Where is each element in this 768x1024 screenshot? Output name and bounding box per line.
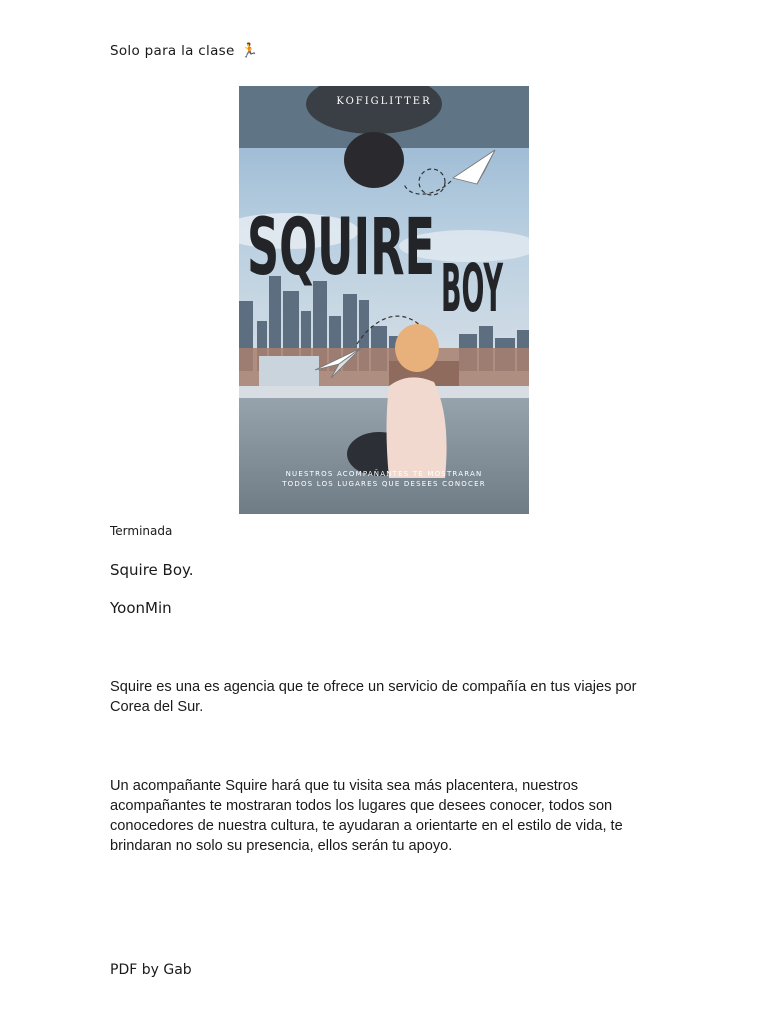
- header-text: Solo para la clase: [110, 43, 235, 59]
- book-cover: [239, 86, 529, 514]
- story-title: Squire Boy.: [110, 561, 194, 579]
- running-person-icon: 🏃: [240, 43, 259, 59]
- story-status: Terminada: [110, 524, 173, 538]
- book-cover-art: [239, 86, 529, 514]
- cover-author: KOFIGLITTER: [336, 96, 432, 107]
- story-pairing: YoonMin: [110, 599, 172, 617]
- page-header: [110, 43, 258, 59]
- cover-title-sub: BOY: [441, 250, 504, 327]
- synopsis-paragraph-2: Un acompañante Squire hará que tu visita sea más placentera, nuestros acompañantes te mostraran todos los lugares que desees conocer, todos son conocedores de nuestra cultura, te ayudaran a orientarte en el estilo de vida, te brindaran no solo su presencia, ellos serán tu apoyo.: [110, 778, 623, 854]
- upside-down-figure-head: [344, 132, 404, 188]
- page-footer: PDF by Gab: [110, 962, 192, 978]
- cover-tagline-1: NUESTROS ACOMPAÑANTES TE MOSTRARAN: [285, 470, 483, 478]
- cover-title-main: SQUIRE: [247, 203, 435, 293]
- synopsis-paragraph-1: Squire es una es agencia que te ofrece un servicio de compañía en tus viajes por Corea del Sur.: [110, 679, 637, 715]
- cover-tagline-2: TODOS LOS LUGARES QUE DESEES CONOCER: [282, 480, 486, 488]
